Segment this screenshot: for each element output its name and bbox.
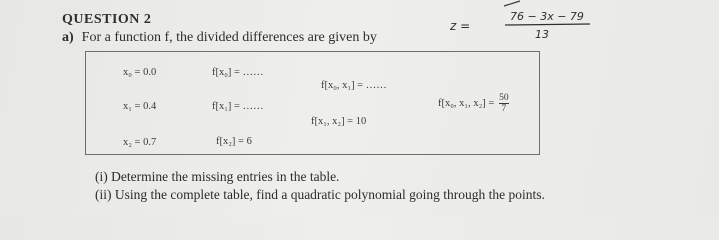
question-prompt xyxy=(62,30,377,46)
task-list xyxy=(95,168,545,204)
handwritten-numerator: 76 − 3x − 79 xyxy=(510,10,584,23)
f-x0x1x2-fraction xyxy=(499,93,509,114)
f-x0x1x2-numerator: 50 xyxy=(499,93,509,103)
f-x0x1x2-entry xyxy=(438,93,509,114)
f-x0-entry: f[x₀] = …… xyxy=(212,67,264,78)
x0-entry: x₀ = 0.0 xyxy=(123,67,157,78)
handwritten-lhs: z = xyxy=(450,19,471,33)
handwritten-denominator: 13 xyxy=(535,28,549,41)
x1-entry: x₁ = 0.4 xyxy=(123,101,157,112)
divided-difference-table xyxy=(85,51,540,155)
question-title: QUESTION 2 xyxy=(62,12,152,27)
f-x1-entry: f[x₁] = …… xyxy=(212,101,264,112)
handwritten-note xyxy=(450,4,600,44)
f-x0x1x2-denominator: 7 xyxy=(501,104,507,114)
task-ii: (ii) Using the complete table, find a quadratic polynomial going through the points. xyxy=(95,187,545,202)
part-label: a) xyxy=(62,30,74,45)
task-i: (i) Determine the missing entries in the table. xyxy=(95,169,340,184)
f-x2-entry: f[x₂] = 6 xyxy=(216,136,252,147)
prompt-text: For a function f, the divided differences are given by xyxy=(81,30,377,45)
f-x0x1-entry: f[x₀, x₁] = …… xyxy=(321,80,387,91)
x2-entry: x₂ = 0.7 xyxy=(123,137,157,148)
f-x0x1x2-lhs: f[x₀, x₁, x₂] = xyxy=(438,97,495,109)
f-x1x2-entry: f[x₁, x₂] = 10 xyxy=(311,116,367,127)
handwritten-fraction-bar xyxy=(505,24,590,25)
